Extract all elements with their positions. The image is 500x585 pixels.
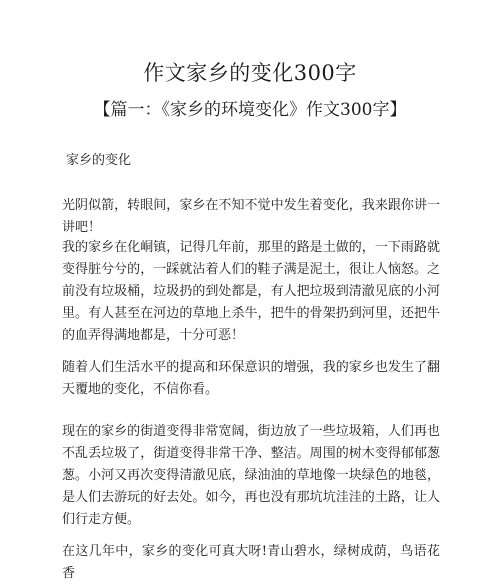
paragraph-4: 现在的家乡的街道变得非常宽阔，街边放了一些垃圾箱，人们再也不乱丢垃圾了，街道变得非常干净、整洁。周围的树木变得郁郁葱葱。小河又再次变得清澈见底，绿油油的草地像一块绿色的地毯，是人们去游玩的好去处。如今，再也没有那坑坑洼洼的土路，让人们行走方便。 <box>62 424 440 527</box>
paragraph-5: 在这几年中，家乡的变化可真大呀!青山碧水，绿树成荫，鸟语花香 <box>62 544 440 581</box>
article-subtitle: 【篇一：《家乡的环境变化》作文300字】 <box>93 100 407 120</box>
paragraph-3: 随着人们生活水平的提高和环保意识的增强，我的家乡也发生了翻天覆地的变化，不信你看。 <box>62 360 440 397</box>
page-title: 作文家乡的变化300字 <box>143 61 357 85</box>
paragraph-2: 我的家乡在化峒镇，记得几年前，那里的路是土做的，一下雨路就变得脏兮兮的，一踩就沾着人们的鞋子满是泥土，很让人恼怒。之前没有垃圾桶，垃圾扔的到处都是，有人把垃圾到清澈见底的小河里。有人甚至在河边的草地上杀牛，把牛的骨架扔到河里，还把牛的血弄得满地都是，十分可恶！ <box>62 240 440 343</box>
paragraph-1: 光阴似箭，转眼间，家乡在不知不觉中发生着变化，我来跟你讲一讲吧！ <box>62 198 440 235</box>
section-heading: 家乡的变化 <box>66 153 132 168</box>
